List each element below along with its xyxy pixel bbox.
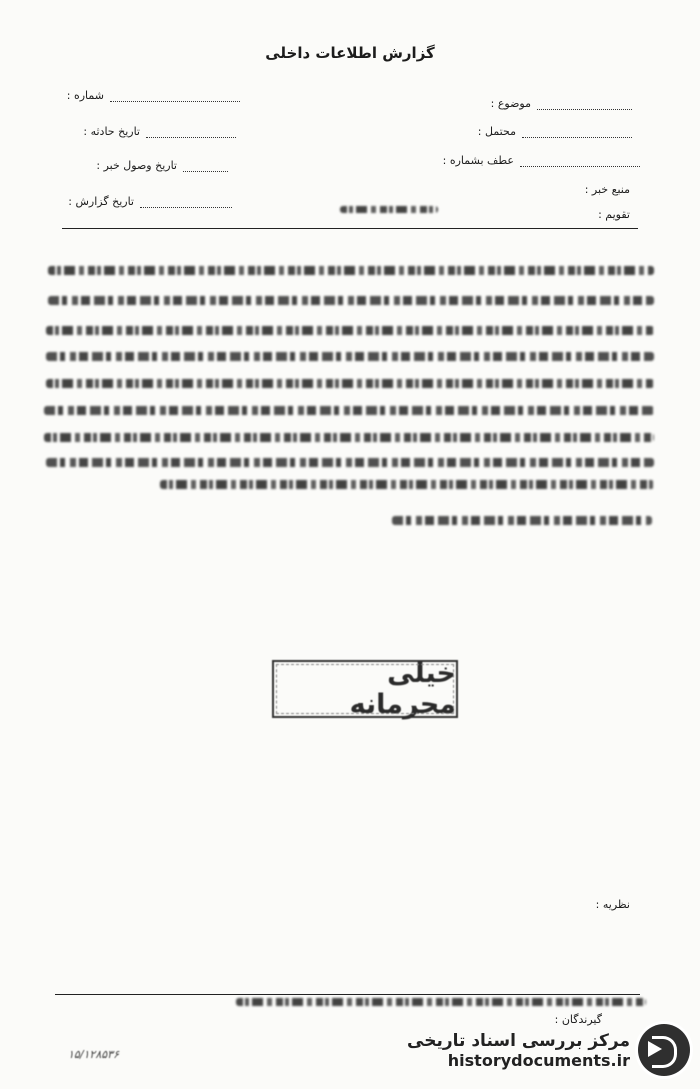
illegible-reference-mark	[340, 206, 438, 213]
field-label: محتمل :	[477, 125, 516, 138]
dotted-leader	[522, 131, 632, 138]
recipients-label: گیرندگان :	[554, 1013, 602, 1026]
illegible-text-line	[392, 516, 652, 525]
field-label: تاریخ گزارش :	[68, 195, 134, 208]
header-divider	[62, 228, 638, 229]
report-title: گزارش اطلاعات داخلی	[265, 44, 435, 62]
dotted-leader	[183, 165, 228, 172]
field-label: تقویم :	[598, 208, 630, 221]
dotted-leader	[537, 103, 632, 110]
illegible-text-line	[46, 352, 654, 361]
illegible-recipients-line	[236, 998, 646, 1006]
illegible-text-line	[46, 458, 654, 467]
opinion-label: نظریه :	[595, 898, 630, 911]
dotted-leader	[520, 160, 640, 167]
field-subject	[491, 92, 632, 110]
illegible-text-line	[48, 266, 654, 275]
illegible-text-line	[44, 433, 654, 442]
watermark-url: historydocuments.ir	[447, 1050, 630, 1070]
illegible-text-line	[160, 480, 654, 489]
field-report-date	[68, 190, 232, 208]
field-label: عطف بشماره :	[442, 154, 514, 167]
watermark-name: مرکز بررسی اسناد تاریخی	[407, 1030, 630, 1051]
illegible-text-line	[46, 326, 654, 335]
field-evaluation	[598, 203, 630, 221]
dotted-leader	[146, 131, 236, 138]
field-reference-number	[443, 149, 640, 167]
dotted-leader	[110, 95, 240, 102]
field-incident-date	[83, 120, 236, 138]
archive-logo-icon	[638, 1024, 690, 1076]
field-label: موضوع :	[490, 97, 531, 110]
field-label: شماره :	[66, 89, 104, 102]
field-second	[478, 120, 632, 138]
field-label: منبع خبر :	[584, 183, 630, 196]
illegible-text-line	[48, 296, 654, 305]
field-label: تاریخ حادثه :	[83, 125, 140, 138]
dotted-leader	[140, 201, 232, 208]
field-receipt-date	[96, 154, 232, 172]
footer-divider	[55, 994, 640, 995]
archive-watermark	[407, 1024, 690, 1076]
field-label: تاریخ وصول خبر :	[96, 159, 177, 172]
field-number	[67, 84, 240, 102]
field-news-source	[585, 178, 630, 196]
classification-stamp: خیلی محرمانه	[272, 660, 458, 718]
illegible-text-line	[44, 406, 654, 415]
handwritten-reference: ۱۵/۱۲۸۵۳۶	[68, 1048, 119, 1061]
illegible-text-line	[46, 379, 654, 388]
